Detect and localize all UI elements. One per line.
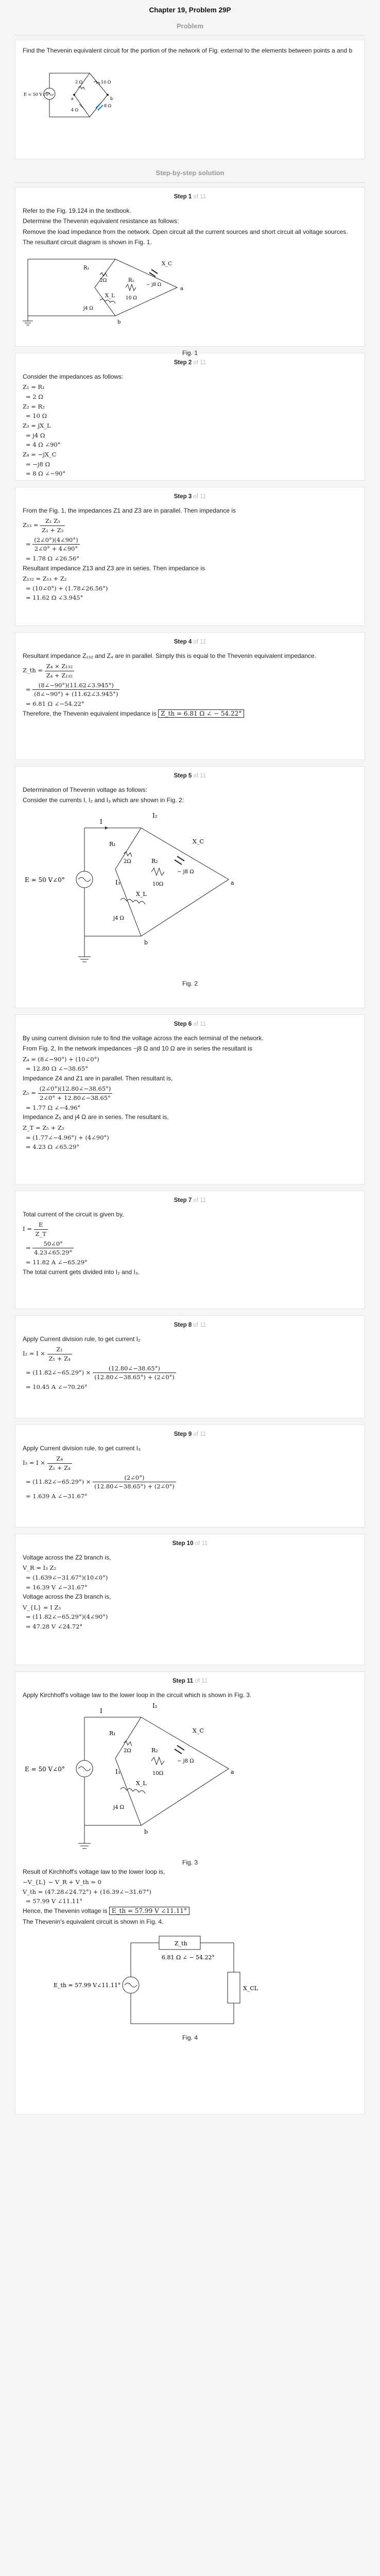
equation: Z₁ = R₁ <box>23 383 45 391</box>
fig2-caption: Fig. 2 <box>182 979 198 987</box>
equation: = (11.82∠−65.29°) × $\frac{(2\angle 0^\circ)}{(12.80\angle-38.65^\circ) + (2\angle 0^\circ)}$ <box>26 1473 357 1491</box>
fig3-node-a: a <box>231 1769 234 1776</box>
equation: = 1.78 Ω ∠26.56° <box>26 555 80 562</box>
fig2-current-i2: I₂ <box>152 811 158 819</box>
fig2-r2: R₂ <box>151 857 158 865</box>
equation: V_th = (47.28∠24.72°) + (16.39∠−31.67°) <box>23 1888 152 1895</box>
fig2-xc-value: − j8 Ω <box>177 869 194 875</box>
step-header: Step 9 of 11 <box>174 1431 206 1438</box>
fig4-load: X_CL <box>243 1985 258 1992</box>
equation: = 1.77 Ω ∠−4.96° <box>26 1104 81 1111</box>
problem-text: Find the Thevenin equivalent circuit for the portion of the network of Fig. external to the elements between points a and b <box>23 47 353 55</box>
fig3-current-i2: I₂ <box>152 1702 158 1710</box>
fig2-diagram <box>23 807 249 977</box>
equation: = 4.23 Ω ∠65.29° <box>26 1143 80 1151</box>
fig2-xc: X_C <box>193 838 204 845</box>
step-text: Apply Current division rule, to get current I₃ <box>23 1444 141 1452</box>
equation: Z₃ = jX_L <box>23 422 51 429</box>
step-text: The total current gets divided into I₂ and I₃. <box>23 1268 140 1276</box>
fig1-xc-value: − j8 Ω <box>146 282 162 288</box>
fig3-xl-value: j4 Ω <box>113 1805 124 1811</box>
problem-figure <box>23 58 136 135</box>
fig3-source: E = 50 V∠0° <box>25 1766 65 1773</box>
fig3-node-b: b <box>144 1828 148 1836</box>
step-text: Therefore, the Thevenin equivalent impedance is Z_th = 6.81 Ω ∠ − 54.22° <box>23 709 357 718</box>
source-label: E = 50 V∠0° <box>24 92 50 97</box>
xc-value: 8 Ω <box>104 103 112 108</box>
fig1-xc: X_C <box>162 261 172 267</box>
equation: Z₂ = R₂ <box>23 402 45 410</box>
step-text: Remove the load impedance from the network. Open circuit all the current sources and short circuit all voltage sources. <box>23 228 348 235</box>
fig3-r2-value: 10Ω <box>152 1771 164 1777</box>
fig4-zth-value: 6.81 Ω ∠ − 54.22° <box>162 1954 215 1961</box>
step-text: From the Fig. 1, the impedances Z1 and Z3 are in parallel. Then impedance is <box>23 506 236 514</box>
step-5 <box>15 766 365 1008</box>
divider <box>15 182 365 183</box>
equation: = −j8 Ω <box>26 460 50 468</box>
step-text: From Fig. 2, In the network impedances −j8 Ω and 10 Ω are in series the resultant is <box>23 1045 252 1053</box>
step-1 <box>15 187 365 357</box>
step-text: By using current division rule to find the voltage across the each terminal of the network. <box>23 1034 264 1042</box>
step-text: Total current of the circuit is given by, <box>23 1210 124 1218</box>
fig1-r1-value: 2Ω <box>100 278 107 284</box>
step-7 <box>15 1191 365 1309</box>
step-11 <box>15 1671 365 2114</box>
problem-heading: Problem <box>176 22 203 30</box>
step-text: The Thevenin's equivalent circuit is shown in Fig. 4. <box>23 1918 164 1925</box>
step-10 <box>15 1534 365 1665</box>
equation: Z₅ = $\frac{(2\angle 0^\circ)(12.80\angle-38.65^\circ)}{2\angle 0^\circ + 12.80\angle-38.65^\circ}$ <box>23 1084 357 1102</box>
fig4-diagram <box>23 1928 260 2031</box>
step-text: Determination of Thevenin voltage as follows: <box>23 786 147 793</box>
fig2-source: E = 50 V∠0° <box>25 876 65 884</box>
equation: = (11.82∠−65.29°)(4∠90°) <box>26 1613 108 1621</box>
fig4-caption: Fig. 4 <box>182 2033 198 2041</box>
equation: I = $\frac{E}{Z\_T}$ <box>23 1221 357 1238</box>
divider <box>15 35 365 36</box>
step-text: Impedance Z₅ and j4 Ω are in series. The resultant is, <box>23 1113 169 1121</box>
step-header: Step 2 of 11 <box>174 360 206 366</box>
fig4-eth: E_th = 57.99 V∠11.11° <box>54 1981 121 1989</box>
fig1-node-b: b <box>117 319 121 326</box>
answer-box: E_th = 57.99 V ∠11.11° <box>109 1907 189 1915</box>
fig3-r2: R₂ <box>151 1747 158 1754</box>
step-text: The resultant circuit diagram is shown in Fig. 1. <box>23 239 152 246</box>
fig2-r1-value: 2Ω <box>124 858 131 865</box>
fig2-current-i3: I₃ <box>115 878 120 886</box>
page <box>15 0 365 2114</box>
fig2-r1: R₁ <box>109 840 116 848</box>
equation: = $\frac{(8\angle-90^\circ)(11.62\angle 3.945^\circ)}{(8\angle-90^\circ) + (11.62\angle 3.945^\circ)}$ <box>26 681 357 699</box>
step-header: Step 6 of 11 <box>174 1021 206 1028</box>
step-text: Voltage across the Z3 branch is, <box>23 1593 111 1601</box>
equation: Z₄ = (8∠−90°) + (10∠0°) <box>23 1055 99 1063</box>
solution-heading: Step-by-step solution <box>156 169 224 177</box>
step-9 <box>15 1425 365 1528</box>
step-header: Step 8 of 11 <box>174 1322 206 1329</box>
equation: = $\frac{50\angle 0^\circ}{4.23\angle 65.29^\circ}$ <box>26 1240 357 1257</box>
node-a: a <box>71 96 74 101</box>
fig3-xl: X_L <box>136 1780 147 1787</box>
fig3-caption: Fig. 3 <box>182 1859 198 1867</box>
fig1-r1: R₁ <box>83 265 90 272</box>
equation: = 4 Ω ∠90° <box>26 441 61 449</box>
step-text: Voltage across the Z2 branch is, <box>23 1553 111 1561</box>
equation: = 1.639 A ∠−31.67° <box>26 1493 88 1500</box>
equation: Z_T = Z₅ + Z₃ <box>23 1124 64 1131</box>
r1-value: 2 Ω <box>75 79 83 84</box>
equation: = (10∠0°) + (1.78∠26.56°) <box>26 584 108 592</box>
equation: −V_{L} − V_R + V_th = 0 <box>23 1878 101 1886</box>
step-text: Consider the impedances as follows: <box>23 372 124 380</box>
equation: = 47.28 V ∠24.72° <box>26 1623 83 1631</box>
fig3-xc-value: − j8 Ω <box>177 1758 194 1765</box>
step-text: Result of Kirchhoff's voltage law to the lower loop is, <box>23 1868 165 1875</box>
equation: I₃ = I × $\frac{\text{Z₄}}{\text{Z₁ + Z₄}}$ <box>23 1454 357 1472</box>
step-text: Hence, the Thevenin voltage is E_th = 57.99 V ∠11.11° <box>23 1907 357 1916</box>
step-header: Step 3 of 11 <box>174 494 206 500</box>
equation: = 16.39 V ∠−31.67° <box>26 1583 88 1591</box>
equation: = (1.639∠−31.67°)(10∠0°) <box>26 1573 108 1581</box>
equation: = 10.45 A ∠−70.26° <box>26 1383 88 1391</box>
fig2-xl: X_L <box>136 890 147 897</box>
xl-value: 4 Ω <box>71 107 79 112</box>
fig2-xl-value: j4 Ω <box>113 915 124 921</box>
step-4 <box>15 632 365 760</box>
equation: I₂ = I × $\frac{\text{Z₁}}{\text{Z₁ + Z₄}}$ <box>23 1345 357 1363</box>
step-header: Step 1 of 11 <box>174 194 206 200</box>
problem-card <box>15 40 365 159</box>
fig3-r1-value: 2Ω <box>124 1748 131 1754</box>
equation: = 8 Ω ∠−90° <box>26 470 66 478</box>
step-text: Refer to the Fig. 19.124 in the textbook. <box>23 207 131 214</box>
step-text: Resultant impedance Z13 and Z3 are in series. Then impedance is <box>23 564 205 572</box>
fig1-node-a: a <box>180 286 183 292</box>
step-header: Step 7 of 11 <box>174 1197 206 1204</box>
fig4-zth: Z_th <box>175 1940 187 1947</box>
fig3-current-i3: I₃ <box>115 1768 120 1776</box>
equation: = $\frac{(2\angle 0^\circ)(4\angle 90^\circ)}{2\angle 0^\circ + 4\angle 90^\circ}$ <box>26 536 357 553</box>
equation: = 12.80 Ω ∠−38.65° <box>26 1065 89 1073</box>
step-text: Apply Current division rule, to get current I₂ <box>23 1335 141 1343</box>
step-header: Step 5 of 11 <box>174 773 206 779</box>
equation: V_{L} = I Z₃ <box>23 1603 61 1611</box>
equation: Z₄ = −jX_C <box>23 451 57 459</box>
step-8 <box>15 1315 365 1418</box>
fig1-xl-value: j4 Ω <box>83 306 93 312</box>
equation: = 57.99 V ∠11.11° <box>26 1897 83 1905</box>
page-title: Chapter 19, Problem 29P <box>149 6 231 14</box>
fig2-node-b: b <box>144 939 148 946</box>
equation: = 11.62 Ω ∠3.945° <box>26 594 83 602</box>
equation: = 10 Ω <box>26 412 47 420</box>
fig1-diagram <box>23 249 198 347</box>
step-header: Step 10 of 11 <box>172 1540 208 1547</box>
equation: = 11.82 A ∠−65.29° <box>26 1259 88 1266</box>
answer-box: Z_th = 6.81 Ω ∠ − 54.22° <box>158 709 244 718</box>
step-header: Step 11 of 11 <box>172 1678 208 1685</box>
step-text: Impedance Z4 and Z1 are in parallel. Then resultant is, <box>23 1075 173 1082</box>
step-text: Resultant impedance Z₁₃₂ and Z₄ are in parallel. Simply this is equal to the Thevenin equivalent impedance. <box>23 652 316 659</box>
equation: = 2 Ω <box>26 393 43 400</box>
equation: = (1.77∠−4.96°) + (4∠90°) <box>26 1133 109 1141</box>
equation: Z₁₃ = $\frac{\text{Z₁ Z₃}}{\text{Z₁ + Z₃}}$ <box>23 517 357 534</box>
step-text: Apply Kirchhoff's voltage law to the lower loop in the circuit which is shown in Fig. 3. <box>23 1691 252 1699</box>
fig3-current-i: I <box>100 1707 102 1715</box>
equation: = 6.81 Ω ∠−54.22° <box>26 700 84 707</box>
equation: Z_th = $\frac{\text{Z₄ × Z₁₃₂}}{\text{Z₄ + Z₁₃₂}}$ <box>23 662 357 680</box>
fig2-node-a: a <box>231 879 234 886</box>
fig2-r2-value: 10Ω <box>152 881 164 887</box>
equation: V_R = I₃ Z₂ <box>23 1564 57 1572</box>
fig1-caption: Fig. 1 <box>182 349 198 357</box>
step-header: Step 4 of 11 <box>174 639 206 646</box>
equation: = j4 Ω <box>26 431 45 439</box>
step-2 <box>15 353 365 481</box>
equation: = (11.82∠−65.29°) × $\frac{(12.80\angle-38.65^\circ)}{(12.80\angle-38.65^\circ) + (2\angle 0^\circ)}$ <box>26 1364 357 1382</box>
step-3 <box>15 487 365 626</box>
equation: Z₁₃₂ = Z₁₃ + Z₂ <box>23 575 67 583</box>
fig2-current-i: I <box>100 818 102 825</box>
step-text: Consider the currents I, I₂ and I₃ which are shown in Fig. 2: <box>23 796 184 804</box>
fig3-r1: R₁ <box>109 1730 116 1737</box>
node-b: b <box>110 96 113 101</box>
step-6 <box>15 1014 365 1184</box>
fig1-xl: X_L <box>105 293 115 299</box>
fig1-r2-value: 10 Ω <box>126 296 137 301</box>
step-text: Determine the Thevenin equivalent resistance as follows: <box>23 217 179 225</box>
fig3-xc: X_C <box>193 1727 204 1735</box>
fig1-r2: R₂ <box>128 278 134 284</box>
fig3-diagram <box>23 1702 249 1856</box>
r2-value: 10 Ω <box>101 79 111 84</box>
